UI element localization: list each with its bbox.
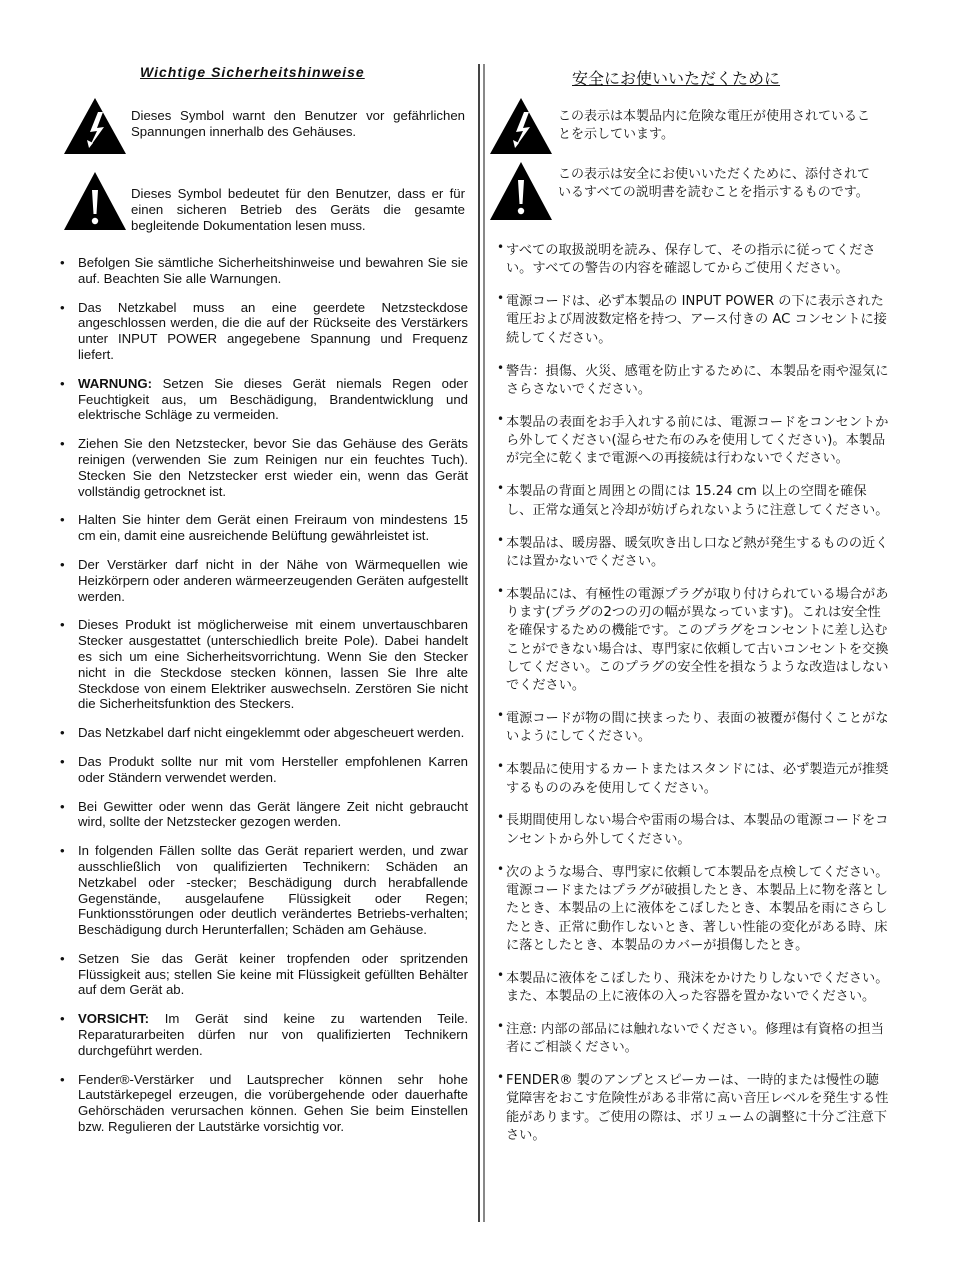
list-item [497,535,889,572]
item-text: 本製品に液体をこぼしたり、飛沫をかけたりしないでください。また、本製品の上に液体の入った容器を置かないでください。 [506,970,889,1005]
item-text: Das Produkt sollte nur mit vom Hersteller empfohlenen Karren oder Ständern verwendet werden. [78,753,468,785]
german-symbol1-text: Dieses Symbol warnt den Benutzer vor gefährlichen Spannungen innerhalb des Gehäuses. [131,108,465,139]
item-text: 電源コードが物の間に挟まったり、表面の被覆が傷付くことがないようにしてください。 [506,711,889,745]
item-text: FENDER® 製のアンプとスピーカーは、一時的または慢性の聴覚障害をおこす危険性がある非常に高い音圧レベルを発生する性能があります。ご使用の際は、ボリュームの調整に十分ご注意下さい。 [506,1073,889,1143]
list-item [497,293,889,348]
item-text: Setzen Sie das Gerät keiner tropfenden oder spritzenden Flüssigkeit aus; stellen Sie keine mit Flüssigkeit gefüllten Behälter auf dem Gerät ab. [78,950,468,998]
japanese-safety-list [497,242,889,1160]
list-item [60,843,468,938]
item-text: Halten Sie hinter dem Gerät einen Freiraum von mindestens 15 cm ein, damit eine ausreichende Belüftung gewährleistet ist. [78,512,468,544]
japanese-section-title: 安全にお使いいただくために [572,69,781,88]
list-item [60,376,468,423]
item-text: 電源コードは、必ず本製品の INPUT POWER の下に表示された電圧および周波数定格を持つ、アース付きの AC コンセントに接続してください。 [506,294,887,346]
list-item [60,300,468,363]
item-text: 長期間使用しない場合や雷雨の場合は、本製品の電源コードをコンセントから外してください。 [506,813,889,847]
item-text: 本製品の背面と周囲との間には 15.24 cm 以上の空間を確保し、正常な通気と冷却が妨げられないように注意してください。 [506,484,889,518]
list-item [497,242,889,279]
item-text: Ziehen Sie den Netzstecker, bevor Sie das Gehäuse des Geräts reinigen (verwenden Sie zum Reinigen nur ein feuchtes Tuch). Stecken Sie den Netzstecker erst wieder ein, wenn das Gerät vollständig getrocknet ist. [78,436,468,499]
item-text: すべての取扱説明を読み、保存して、その指示に従ってください。すべての警告の内容を確認してからご使用ください。 [506,243,876,277]
german-section-title: Wichtige Sicherheitshinweise [140,64,365,80]
lightning-warning-icon [62,96,128,156]
item-lead-label: WARNUNG: [78,375,152,391]
item-text: 本製品は、暖房器、暖気吹き出し口など熱が発生するものの近くには置かないでください。 [506,535,889,569]
item-text: 次のような場合、専門家に依頼して本製品を点検してください。電源コードまたはプラグが破損したとき、本製品上に物を落としたとき、本製品の上に液体をこぼしたとき、本製品を雨にさらしたとき、正常に動作しないとき、著しい性能の変化がある時、床に落としたとき、本製品のカバーが損傷したとき。 [506,864,889,953]
item-text: 本製品には、有極性の電源プラグが取り付けられている場合があります(プラグの2つの刃の幅が異なっています)。これは安全性を確保するための機能です。このプラグをコンセントに差し込むことができない場合は、専門家に依頼して古いコンセントを交換してください。このプラグの安全性を損なうような改造はしないでください。 [506,586,889,694]
item-text: 警告：損傷、火災、感電を防止するために、本製品を雨や湿気にさらさないでください。 [506,363,889,397]
item-text: Fender®-Verstärker und Lautsprecher können sehr hohe Lautstärkepegel erzeugen, die vorübergehende oder dauerhafte Gehörschäden verursachen können. Gehen Sie beim Einstellen bzw. Regulieren der Lautstärke vorsichtig vor. [78,1071,468,1135]
item-text: Setzen Sie dieses Gerät niemals Regen oder Feuchtigkeit aus, um Beschädigung, Brandentwicklung und elektrische Schläge zu vermeiden. [78,375,468,423]
list-item [60,799,468,831]
list-item [497,1072,889,1145]
list-item [60,1011,468,1058]
list-item [60,512,468,544]
item-text: 本製品に使用するカートまたはスタンドには、必ず製造元が推奨するもののみを使用してください。 [506,762,889,796]
list-item [497,710,889,747]
item-lead-label: VORSICHT: [78,1011,150,1027]
german-safety-list [60,255,468,1148]
list-item [60,725,468,741]
item-text: Der Verstärker darf nicht in der Nähe von Wärmequellen wie Heizkörpern oder anderen wärmeerzeugenden Geräten aufgestellt werden. [78,556,468,604]
item-text: Befolgen Sie sämtliche Sicherheitshinweise und bewahren Sie sie auf. Beachten Sie alle Warnungen. [78,255,468,286]
item-text: Das Netzkabel muss an eine geerdete Netzsteckdose angeschlossen werden, die die auf der Rückseite des Verstärkers unter INPUT POWER angegebene Spannung und Frequenz liefert. [78,299,468,362]
item-text: Das Netzkabel darf nicht eingeklemmt oder abgescheuert werden. [78,725,465,741]
list-item [497,1021,889,1058]
list-item [60,557,468,604]
exclamation-warning-icon [62,170,128,232]
item-text: In folgenden Fällen sollte das Gerät repariert werden, und zwar ausschließlich von qualifizierten Technikern: Schäden an Netzkabel oder -stecker; Beschädigung durch herabfallende Gegenstände, ausgelaufene Flüssigkeit oder Regen; Funktionsstörungen oder deutlich verändertes Betriebs-verhalten; Beschädigung durch Herunterfallen; Schäden am Gehäuse. [78,843,468,938]
item-text: 注意: 内部の部品には触れないでください。修理は有資格の担当者にご相談ください。 [506,1021,884,1056]
exclamation-warning-icon [488,160,554,222]
list-item [60,1072,468,1135]
item-text: Dieses Produkt ist möglicherweise mit einem unvertauschbaren Stecker ausgestattet (unterschiedlich breite Pole). Dabei handelt es sich um eine Sicherheitsvorrichtung. Wenn Sie den Stecker nicht in die Steckdose stecken können, lassen Sie Ihre alte Steckdose von einem Elektriker auswechseln. Zerstören Sie nicht die Sicherheitsfunktion des Steckers. [78,617,468,712]
lightning-warning-icon [488,96,554,156]
item-text: 本製品の表面をお手入れする前には、電源コードをコンセントから外してください(湿らせた布のみを使用してください)。本製品が完全に乾くまで電源への再接続は行わないでください。 [506,414,889,467]
column-divider [478,64,485,1222]
list-item [497,414,889,469]
list-item [497,483,889,520]
item-text: Bei Gewitter oder wenn das Gerät längere Zeit nicht gebraucht wird, sollte der Netzstecker gezogen werden. [78,798,468,830]
list-item [497,864,889,955]
japanese-symbol2-text: この表示は安全にお使いいただくために、添付されているすべての説明書を読むことを指示するものです。 [558,167,871,200]
list-item [497,363,889,400]
list-item [60,617,468,712]
list-item [497,812,889,849]
list-item [497,761,889,798]
japanese-symbol1-text: この表示は本製品内に危険な電圧が使用されていることを示しています。 [558,109,871,142]
list-item [497,586,889,696]
list-item [60,436,468,499]
item-text: Im Gerät sind keine zu wartenden Teile. Reparaturarbeiten dürfen nur von qualifizierten Technikern durchgeführt werden. [78,1011,468,1058]
list-item [497,970,889,1007]
list-item [60,255,468,287]
german-symbol2-text: Dieses Symbol bedeutet für den Benutzer, dass er für einen sicheren Betrieb des Geräts die gesamte begleitende Dokumentation lesen muss. [131,186,465,233]
list-item [60,754,468,786]
list-item [60,951,468,998]
